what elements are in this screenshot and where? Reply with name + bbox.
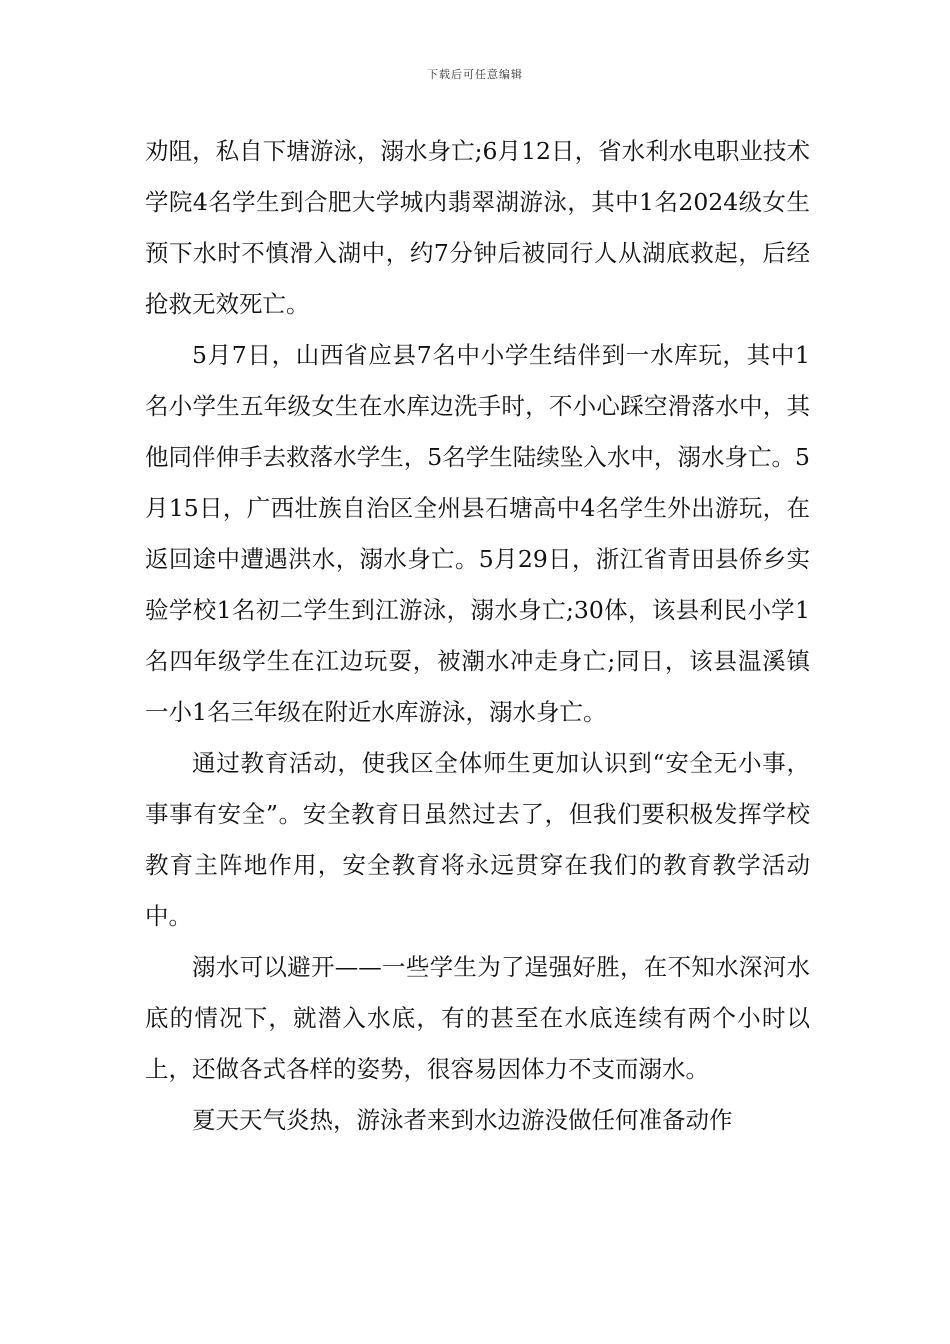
paragraph: 夏天天气炎热，游泳者来到水边游没做任何准备动作: [192, 1106, 733, 1134]
document-body: [145, 126, 810, 1146]
paragraph: 溺水可以避开——一些学生为了逞强好胜，在不知水深河水底的情况下，就潜入水底，有的甚至在水底连续有两个小时以上，还做各式各样的姿势，很容易因体力不支而溺水。: [145, 953, 810, 1083]
paragraph: 通过教育活动，使我区全体师生更加认识到“安全无小事，事事有安全”。安全教育日虽然过去了，但我们要积极发挥学校教育主阵地作用，安全教育将永远贯穿在我们的教育教学活动中。: [145, 749, 810, 930]
paragraph-continued: 劝阻，私自下塘游泳，溺水身亡;6月12日，省水利水电职业技术学院4名学生到合肥大学城内翡翠湖游泳，其中1名2024级女生预下水时不慎滑入湖中，约7分钟后被同行人从湖底救起，后经抢救无效死亡。: [145, 137, 810, 318]
paragraph: 5月7日，山西省应县7名中小学生结伴到一水库玩，其中1名小学生五年级女生在水库边洗手时，不小心踩空滑落水中，其他同伴伸手去救落水学生，5名学生陆续坠入水中，溺水身亡。5月15日，广西壮族自治区全州县石塘高中4名学生外出游玩，在返回途中遭遇洪水，溺水身亡。5月29日，浙江省青田县侨乡实验学校1名初二学生到江游泳，溺水身亡;30体，该县利民小学1名四年级学生在江边玩耍，被潮水冲走身亡;同日，该县温溪镇一小1名三年级在附近水库游泳，溺水身亡。: [145, 341, 810, 726]
header-note: 下载后可任意编辑: [427, 68, 523, 81]
